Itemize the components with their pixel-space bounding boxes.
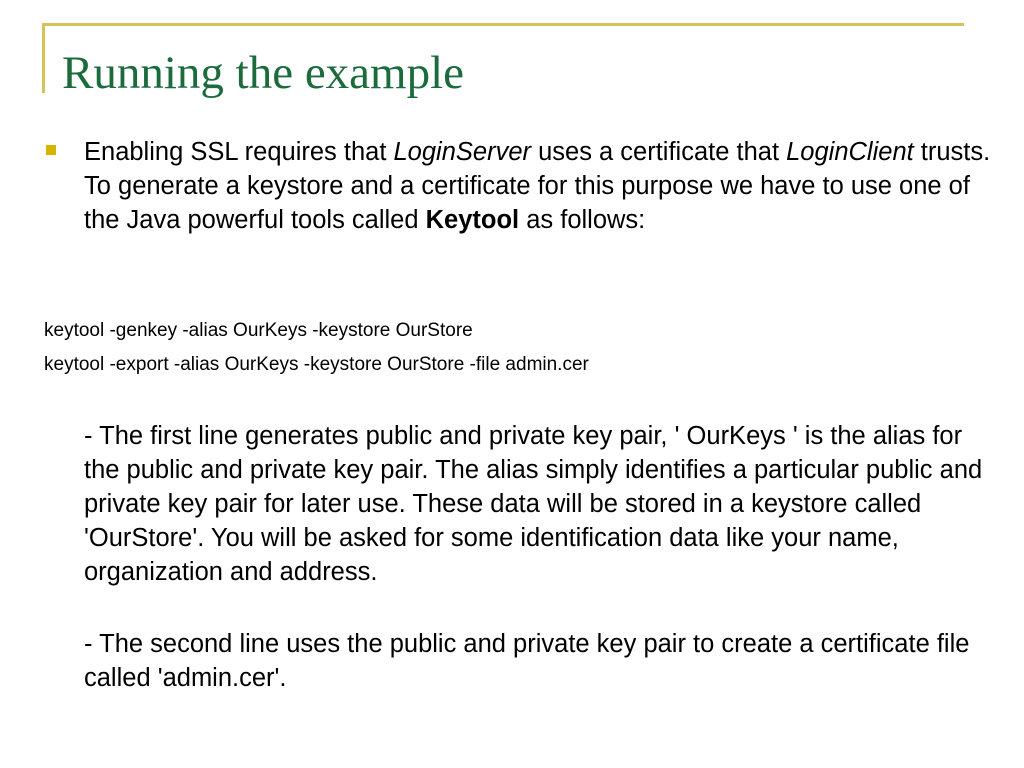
bullet-text-part: uses a certificate that xyxy=(531,138,787,166)
login-client-term: LoginClient xyxy=(786,138,914,166)
title-accent-rule-vertical xyxy=(42,23,45,93)
command-line-export: keytool -export -alias OurKeys -keystore OurStore -file admin.cer xyxy=(44,354,589,375)
command-line-genkey: keytool -genkey -alias OurKeys -keystore OurStore xyxy=(44,320,473,341)
command-block xyxy=(44,314,1004,382)
keytool-term: Keytool xyxy=(425,206,520,234)
explanation-second-line: - The second line uses the public and private key pair to create a certificate file called 'admin.cer'. xyxy=(84,630,970,692)
title-accent-rule-horizontal xyxy=(42,23,964,26)
explanation-first-line: - The first line generates public and private key pair, ' OurKeys ' is the alias for the public and private key pair. The alias simply identifies a particular public and private key pair for later use. These data will be stored in a keystore called 'OurStore'. You will be asked for some identification data like your name, organization and address. xyxy=(84,422,983,586)
bullet-text-part: trusts. To generate a keystore and a certificate for this purpose we have to use one of the Java powerful tools called xyxy=(84,138,991,234)
bullet-text xyxy=(84,135,1006,237)
square-bullet-icon xyxy=(46,145,56,155)
bullet-text-part: as follows: xyxy=(519,206,646,234)
login-server-term: LoginServer xyxy=(393,138,531,166)
slide-title: Running the example xyxy=(62,47,465,99)
bullet-text-part: Enabling SSL requires that xyxy=(84,138,394,166)
